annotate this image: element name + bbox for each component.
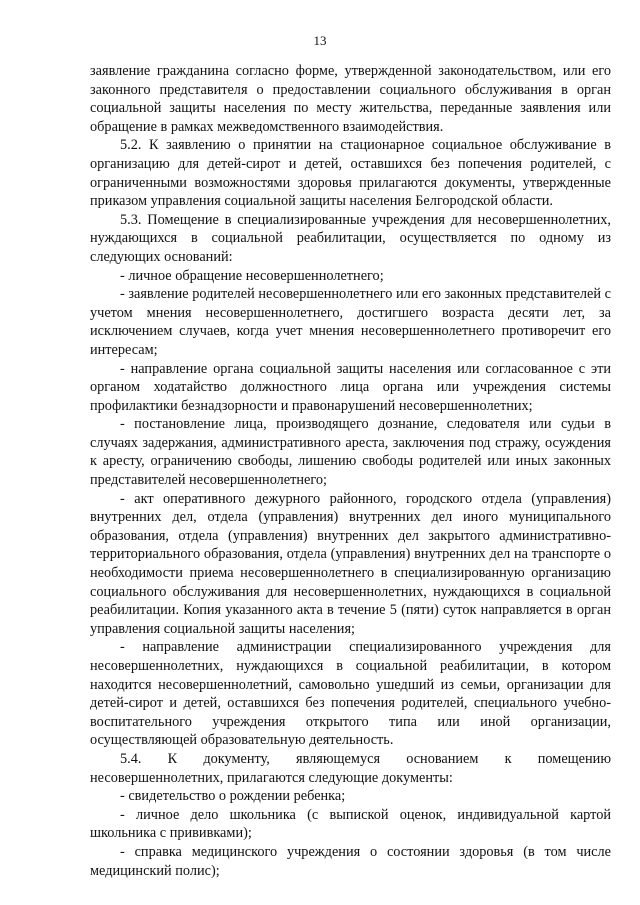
list-item: - заявление родителей несовершеннолетнего или его законных представителей с учетом мнения несовершеннолетнего, достигшего возраста десяти лет, за исключением случаев, когда учет мнения несовершеннолетнего противоречит его интересам; (90, 286, 611, 358)
list-item: - направление органа социальной защиты населения или согласованное с эти органом ходатайство должностного лица органа или учреждения системы профилактики безнадзорности и правонарушений несовершеннолетних; (90, 360, 611, 414)
paragraph-5-3: 5.3. Помещение в специализированные учреждения для несовершеннолетних, нуждающихся в социальной реабилитации, осуществляется по одному из следующих оснований: (90, 211, 611, 265)
document-body (90, 62, 611, 880)
list-item: - постановление лица, производящего дознание, следователя или судьи в случаях задержания, административного ареста, заключения под стражу, осуждения к аресту, ограничению свободы, лишению свободы родителей или иных законных представителей несовершеннолетнего; (90, 416, 611, 489)
list-item: - справка медицинского учреждения о состоянии здоровья (в том числе медицинский полис); (90, 843, 611, 879)
list-item: - личное обращение несовершеннолетнего; (120, 267, 384, 284)
list-item: - направление администрации специализированного учреждения для несовершеннолетних, нуждающихся в социальной реабилитации, в котором находится несовершеннолетний, самовольно ушедший из семьи, организации для детей-сирот и детей, оставшихся без попечения родителей, специального учебно-воспитательного учреждения открытого типа или иной организации, осуществляющей образовательную деятельность. (90, 639, 611, 749)
paragraph-5-2: 5.2. К заявлению о принятии на стационарное социальное обслуживание в организацию для детей-сирот и детей, оставшихся без попечения родителей, с ограниченными возможностями здоровья прилагаются документы, утвержденные приказом управления социальной защиты населения Белгородской области. (90, 137, 611, 210)
paragraph-continuation: заявление гражданина согласно форме, утвержденной законодательством, или его законного представителя о предоставлении социального обслуживания в орган социальной защиты населения по месту жительства, переданные заявления или обращение в рамках межведомственного взаимодействия. (90, 63, 611, 135)
list-item: - личное дело школьника (с выпиской оценок, индивидуальной картой школьника с прививками); (90, 806, 611, 842)
paragraph-5-4: 5.4. К документу, являющемуся основанием к помещению несовершеннолетних, прилагаются следующие документы: (90, 750, 611, 786)
list-item: - акт оперативного дежурного районного, городского отдела (управления) внутренних дел, отдела (управления) внутренних дел иного муниципального образования, отдела (управления) внутренних дел закрытого административно-территориального образования, отдела (управления) внутренних дел на транспорте о необходимости приема несовершеннолетнего в специализированную организацию социального обслуживания для несовершеннолетних, нуждающихся в социальной реабилитации. Копия указанного акта в течение 5 (пяти) суток направляется в орган управления социальной защиты населения; (90, 490, 611, 637)
page-number: 13 (313, 33, 327, 48)
list-item: - свидетельство о рождении ребенка; (120, 788, 346, 805)
